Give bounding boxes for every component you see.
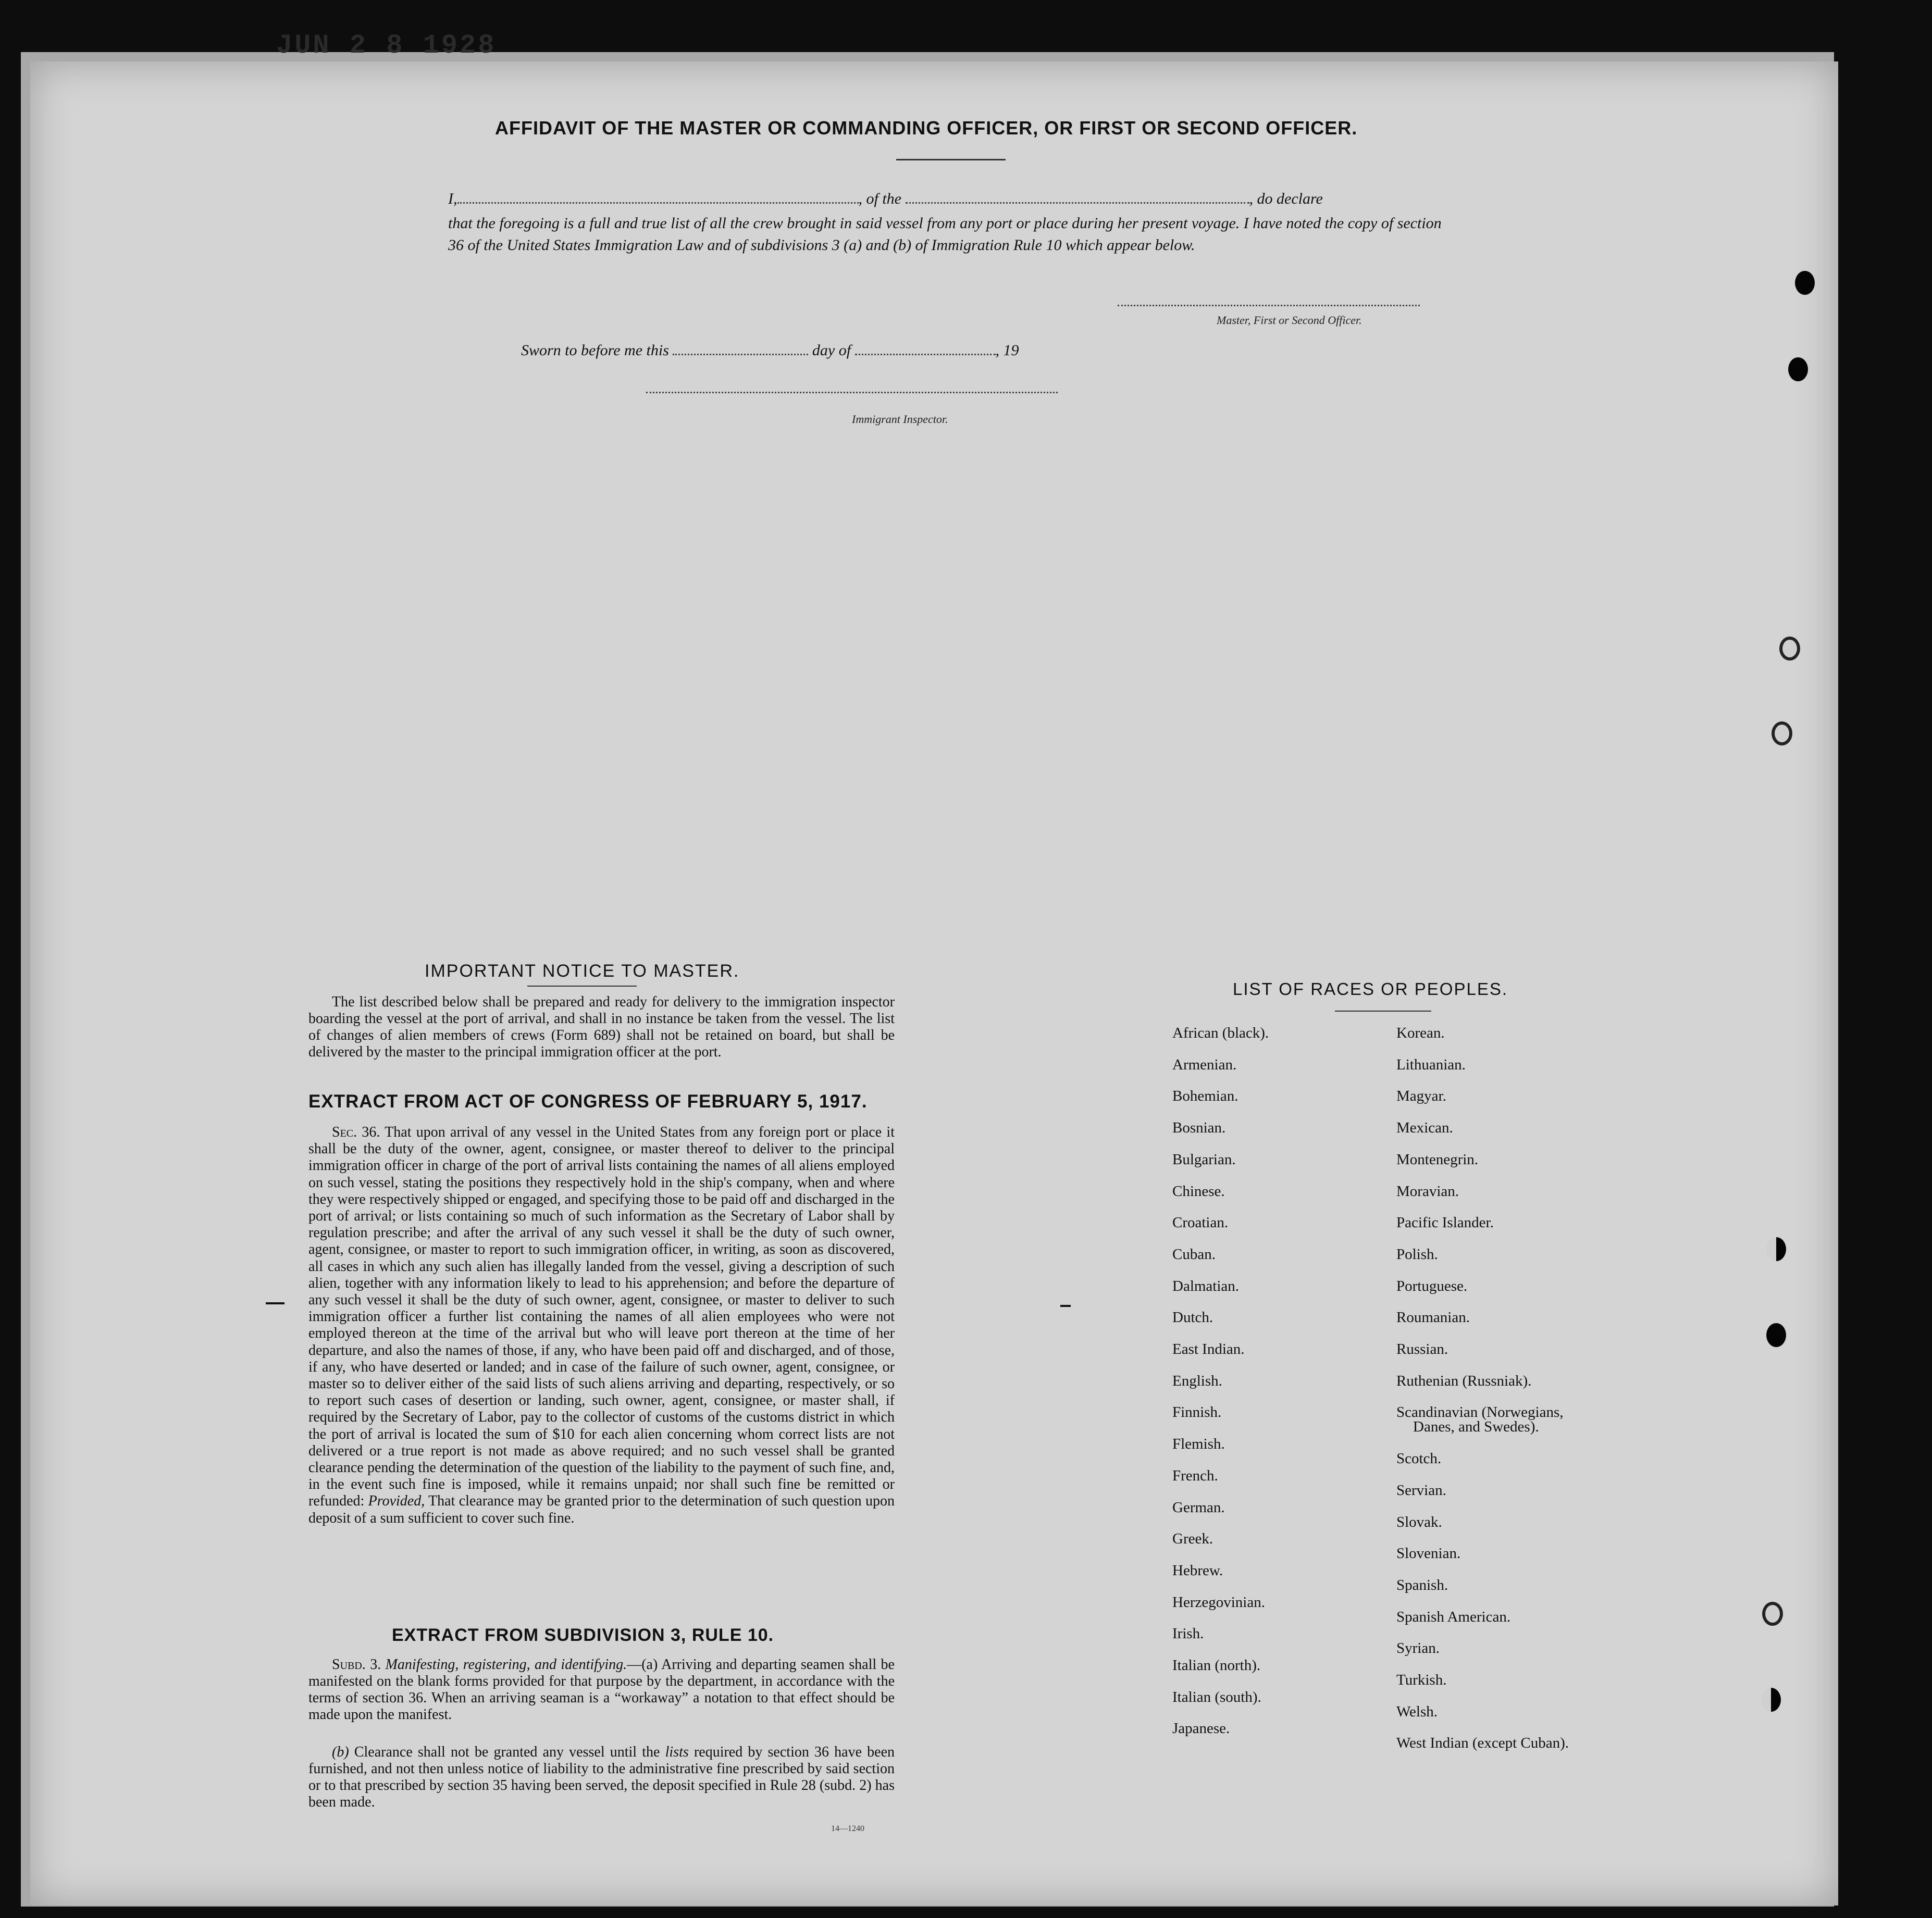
margin-mark bbox=[1060, 1305, 1071, 1307]
punch-hole-8 bbox=[1761, 1688, 1781, 1712]
provided-word: Provided, bbox=[368, 1493, 425, 1510]
race-item: Spanish. bbox=[1396, 1576, 1448, 1593]
margin-mark bbox=[266, 1302, 284, 1304]
race-item: Japanese. bbox=[1172, 1720, 1230, 1737]
race-item: Scotch. bbox=[1396, 1450, 1442, 1467]
punch-hole-5 bbox=[1766, 1237, 1786, 1261]
sworn-line bbox=[521, 342, 1019, 359]
act-title: EXTRACT FROM ACT OF CONGRESS OF FEBRUARY 5, 1917. bbox=[308, 1091, 868, 1112]
master-signature-field[interactable] bbox=[1118, 305, 1420, 306]
subd-para-a: —(a) Arriving and departing seamen shall be manifested on the blank forms provided for that purpose by the department, in accordance with the terms of section 36. When an arriving seaman is a “workaway” a notation to that effect should be made upon the manifest. bbox=[308, 1657, 895, 1723]
year-label: , 19 bbox=[995, 342, 1019, 359]
race-item: Slovenian. bbox=[1396, 1545, 1461, 1562]
race-item: Slovak. bbox=[1396, 1513, 1442, 1530]
subd-b-lists: lists bbox=[665, 1744, 689, 1760]
races-title-rule bbox=[1335, 1011, 1431, 1012]
race-item: Chinese. bbox=[1172, 1182, 1225, 1200]
race-item: Herzegovinian. bbox=[1172, 1593, 1265, 1611]
race-item: Dutch. bbox=[1172, 1309, 1213, 1326]
race-item: English. bbox=[1172, 1372, 1222, 1389]
punch-hole-6 bbox=[1766, 1323, 1786, 1347]
do-declare-label: , do declare bbox=[1249, 190, 1323, 207]
form-number: 14—1240 bbox=[831, 1824, 864, 1833]
race-item: Ruthenian (Russniak). bbox=[1396, 1372, 1532, 1389]
race-item: Korean. bbox=[1396, 1025, 1445, 1041]
race-item: Cuban. bbox=[1172, 1246, 1216, 1263]
affidavit-title: AFFIDAVIT OF THE MASTER OR COMMANDING OFFICER, OR FIRST OR SECOND OFFICER. bbox=[495, 117, 1358, 139]
punch-hole-4 bbox=[1772, 721, 1792, 745]
race-item: Roumanian. bbox=[1396, 1309, 1470, 1326]
notice-title: IMPORTANT NOTICE TO MASTER. bbox=[425, 961, 740, 981]
date-stamp: JUN 2 8 1928 bbox=[276, 30, 497, 61]
race-item: Moravian. bbox=[1396, 1182, 1459, 1200]
race-item: Bosnian. bbox=[1172, 1119, 1226, 1137]
subd-b-part2: required by section 36 have been furnished, and not then unless notice of liability to the administrative fine prescribed by said section or to that prescribed by section 35 having been served, the deposit specified in Rule 28 (subd. 2) has been made. bbox=[308, 1744, 895, 1810]
section-36-body-end: That clearance may be granted prior to the determination of such question upon deposit of a sum sufficient to cover such fine. bbox=[308, 1493, 895, 1526]
race-item: Montenegrin. bbox=[1396, 1151, 1479, 1168]
race-item: Greek. bbox=[1172, 1530, 1213, 1548]
notice-body: The list described below shall be prepared and ready for delivery to the immigration inspector boarding the vessel at the port of arrival, and shall in no instance be taken from the vessel. The list of changes of alien members of crews (Form 689) shall not be retained on board, but shall be delivered by the master to the principal immigration officer at the port. bbox=[308, 994, 895, 1060]
race-item: Mexican. bbox=[1396, 1119, 1453, 1137]
affidavit-text: that the foregoing is a full and true list of all the crew brought in said vessel from any port or place during her present voyage. I have noted the copy of section 36 of the United States Immigration Law and of subdivisions 3 (a) and (b) of Immigration Rule 10 which appear below. bbox=[448, 215, 1442, 254]
document-page bbox=[30, 61, 1838, 1905]
race-item: Armenian. bbox=[1172, 1056, 1237, 1073]
declarant-name-field[interactable] bbox=[457, 202, 859, 204]
rule10-title: EXTRACT FROM SUBDIVISION 3, RULE 10. bbox=[392, 1625, 774, 1645]
race-item: Bulgarian. bbox=[1172, 1151, 1236, 1168]
master-signature-label: Master, First or Second Officer. bbox=[1217, 314, 1362, 327]
race-item: Spanish American. bbox=[1396, 1608, 1511, 1625]
punch-hole-2 bbox=[1788, 357, 1808, 381]
race-item: Portuguese. bbox=[1396, 1277, 1468, 1294]
subdivision-b-text bbox=[308, 1744, 895, 1811]
race-item: Magyar. bbox=[1396, 1088, 1446, 1105]
inspector-signature-field[interactable] bbox=[646, 392, 1058, 393]
race-item: Polish. bbox=[1396, 1246, 1438, 1263]
subd-b-label: (b) bbox=[332, 1744, 349, 1760]
races-title: LIST OF RACES OR PEOPLES. bbox=[1233, 979, 1508, 999]
declaration-line bbox=[448, 190, 1323, 208]
sworn-month-field[interactable] bbox=[855, 354, 996, 355]
race-item: Scandinavian (Norwegians, bbox=[1396, 1404, 1564, 1421]
race-item: German. bbox=[1172, 1499, 1225, 1516]
race-item: Servian. bbox=[1396, 1481, 1446, 1499]
section-36-body: That upon arrival of any vessel in the United States from any foreign port or place it shall be the duty of the owner, agent, consignee, or master thereof to deliver to the principal immigration officer in charge of the port of arrival lists containing the names of all aliens employed on such vessel, stating the positions they respectively hold in the ship's company, when and where they were respectively shipped or engaged, and specifying those to be paid off and discharged in the port of arrival; or lists containing so much of such information as the Secretary of Labor shall by regulation prescribe; and after the arrival of any such vessel it shall be the duty of such owner, agent, consignee, or master to report to such immigration officer, in writing, as soon as discovered, all cases in which any such alien has illegally landed from the vessel, giving a description of such alien, together with any information likely to lead to his apprehension; and before the departure of any such vessel it shall be the duty of such owner, agent, consignee, or master to deliver to such immigration officer a further list containing the names of all alien employees who were not employed thereon at the time of the arrival but who will leave port thereon at the time of her departure, and also the names of those, if any, who have been paid off and discharged, and of those, if any, who have deserted or landed; and in case of the failure of such owner, agent, consignee, or master so to deliver either of the said lists of such aliens arriving and departing, respectively, or so to report such cases of desertion or landing, such owner, agent, consignee, or master shall, if required by the Secretary of Labor, pay to the collector of customs of the customs district in which the port of arrival is located the sum of $10 for each alien concerning whom correct lists are not delivered or a true report is not made as above required; and no such vessel shall be granted clearance pending the determination of the question of the liability to the payment of such fine, and, in the event such fine is imposed, while it remains unpaid; nor shall such fine be remitted or refunded: bbox=[308, 1124, 895, 1510]
race-item: Hebrew. bbox=[1172, 1562, 1223, 1579]
race-item: Turkish. bbox=[1396, 1672, 1447, 1688]
section-36-text bbox=[308, 1124, 895, 1527]
punch-hole-1 bbox=[1795, 271, 1815, 295]
punch-hole-7 bbox=[1762, 1602, 1783, 1626]
race-item: Syrian. bbox=[1396, 1640, 1440, 1657]
race-item: African (black). bbox=[1172, 1025, 1269, 1041]
subd-label: Subd. 3. bbox=[332, 1657, 381, 1673]
race-item: Pacific Islander. bbox=[1396, 1214, 1494, 1231]
race-item: Flemish. bbox=[1172, 1436, 1225, 1453]
race-item: Finnish. bbox=[1172, 1404, 1222, 1421]
subd-b-part1: Clearance shall not be granted any vessel until the bbox=[354, 1744, 660, 1760]
race-item: French. bbox=[1172, 1467, 1218, 1484]
of-the-label: , of the bbox=[858, 190, 901, 207]
inspector-signature-label: Immigrant Inspector. bbox=[852, 413, 948, 426]
race-item: Russian. bbox=[1396, 1341, 1448, 1357]
race-item: Dalmatian. bbox=[1172, 1277, 1240, 1294]
race-item: Bohemian. bbox=[1172, 1088, 1239, 1105]
subd-heading: Manifesting, registering, and identifying. bbox=[385, 1657, 627, 1673]
race-item: Italian (south). bbox=[1172, 1688, 1261, 1705]
race-item: Welsh. bbox=[1396, 1703, 1438, 1720]
race-item: Croatian. bbox=[1172, 1214, 1229, 1231]
race-item: Lithuanian. bbox=[1396, 1056, 1466, 1073]
notice-title-rule bbox=[527, 986, 637, 987]
race-item: West Indian (except Cuban). bbox=[1396, 1735, 1569, 1752]
vessel-name-field[interactable] bbox=[906, 202, 1249, 204]
sworn-label: Sworn to before me this bbox=[521, 342, 669, 359]
affidavit-title-rule bbox=[896, 159, 1006, 160]
punch-hole-3 bbox=[1779, 637, 1800, 661]
subdivision-a-text bbox=[308, 1657, 895, 1723]
race-item: Italian (north). bbox=[1172, 1657, 1261, 1674]
race-item: Danes, and Swedes). bbox=[1413, 1418, 1539, 1436]
section-36-label: Sec. 36. bbox=[332, 1124, 380, 1140]
race-item: Irish. bbox=[1172, 1625, 1204, 1642]
sworn-day-field[interactable] bbox=[673, 354, 808, 355]
race-item: East Indian. bbox=[1172, 1341, 1245, 1357]
day-of-label: day of bbox=[812, 342, 851, 359]
declarant-prefix: I, bbox=[448, 190, 457, 207]
